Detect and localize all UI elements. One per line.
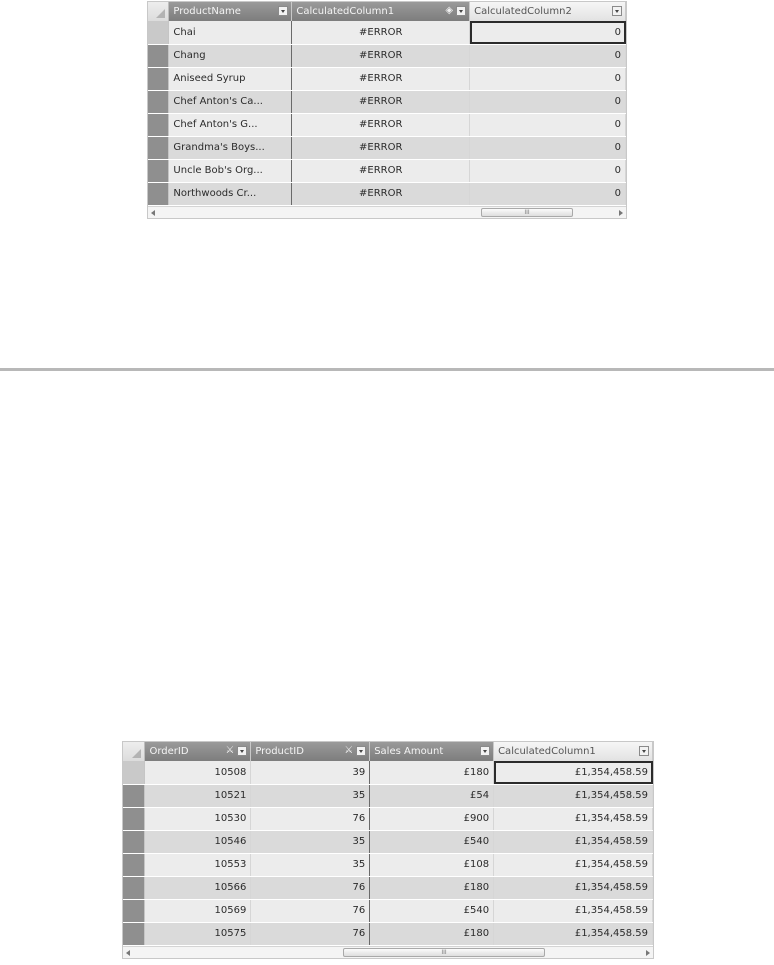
table-row[interactable] [123, 830, 653, 853]
table-row[interactable] [123, 784, 653, 807]
scrollbar-thumb[interactable] [343, 948, 545, 957]
scroll-left-icon[interactable] [151, 210, 155, 216]
column-header-label: CalculatedColumn2 [474, 5, 572, 17]
scroll-right-icon[interactable] [646, 950, 650, 956]
cell-productid[interactable]: 76 [251, 922, 370, 945]
cell-productname[interactable]: Chai [169, 21, 292, 44]
cell-calculatedcolumn1[interactable]: #ERROR [292, 90, 470, 113]
error-warning-icon[interactable]: ◈ [445, 5, 454, 16]
table-row[interactable] [148, 113, 626, 136]
relationship-key-icon[interactable]: ⚔ [344, 745, 354, 756]
dropdown-arrow-icon[interactable] [356, 746, 366, 756]
cell-sales-amount[interactable]: £540 [370, 899, 494, 922]
relationship-key-icon[interactable]: ⚔ [225, 745, 235, 756]
scroll-right-icon[interactable] [619, 210, 623, 216]
cell-calculatedcolumn1-selected[interactable]: £1,354,458.59 [494, 761, 653, 784]
cell-orderid[interactable]: 10569 [145, 899, 251, 922]
column-header-orderid[interactable] [145, 742, 251, 761]
row-selector[interactable] [148, 113, 169, 136]
column-header-calculatedcolumn1[interactable] [292, 2, 470, 21]
row-selector[interactable] [148, 136, 169, 159]
cell-calculatedcolumn1[interactable]: #ERROR [292, 21, 470, 44]
cell-productid[interactable]: 76 [251, 899, 370, 922]
dropdown-arrow-icon[interactable] [278, 6, 288, 16]
column-header-sales-amount[interactable] [370, 742, 494, 761]
row-selector[interactable] [123, 784, 145, 807]
cell-calculatedcolumn1[interactable]: £1,354,458.59 [494, 899, 653, 922]
row-selector[interactable] [123, 761, 145, 784]
column-header-productid[interactable] [251, 742, 370, 761]
cell-productid[interactable]: 35 [251, 853, 370, 876]
cell-orderid[interactable]: 10553 [145, 853, 251, 876]
row-selector[interactable] [123, 876, 145, 899]
cell-calculatedcolumn2[interactable]: 0 [470, 113, 626, 136]
table-row[interactable] [123, 876, 653, 899]
row-selector[interactable] [148, 182, 169, 205]
select-all-corner[interactable] [123, 742, 145, 761]
cell-calculatedcolumn1[interactable]: £1,354,458.59 [494, 807, 653, 830]
column-header-label: ProductID [255, 745, 304, 757]
cell-sales-amount[interactable]: £180 [370, 922, 494, 945]
cell-sales-amount[interactable]: £900 [370, 807, 494, 830]
cell-productname[interactable]: Chang [169, 44, 292, 67]
row-selector[interactable] [123, 807, 145, 830]
horizontal-scrollbar[interactable] [148, 206, 626, 218]
cell-orderid[interactable]: 10575 [145, 922, 251, 945]
cell-calculatedcolumn1[interactable]: #ERROR [292, 113, 470, 136]
scroll-left-icon[interactable] [126, 950, 130, 956]
cell-sales-amount[interactable]: £108 [370, 853, 494, 876]
corner-triangle-icon [156, 9, 165, 18]
column-header-label: OrderID [149, 745, 189, 757]
cell-productid[interactable]: 76 [251, 876, 370, 899]
column-header-calculatedcolumn2[interactable] [470, 2, 626, 21]
product-table [148, 2, 626, 206]
column-header-calculatedcolumn1[interactable] [494, 742, 653, 761]
scrollbar-thumb[interactable] [481, 208, 573, 217]
table-row[interactable] [123, 853, 653, 876]
row-selector[interactable] [148, 159, 169, 182]
column-header-label: CalculatedColumn1 [296, 5, 395, 17]
grip-icon: III [441, 948, 447, 956]
cell-calculatedcolumn2[interactable]: 0 [470, 182, 626, 205]
cell-calculatedcolumn1[interactable]: #ERROR [292, 159, 470, 182]
table-row[interactable] [148, 159, 626, 182]
cell-calculatedcolumn1[interactable]: £1,354,458.59 [494, 876, 653, 899]
cell-calculatedcolumn1[interactable]: #ERROR [292, 44, 470, 67]
cell-sales-amount[interactable]: £180 [370, 876, 494, 899]
header-row [123, 742, 653, 761]
dropdown-arrow-icon[interactable] [612, 6, 622, 16]
cell-productid[interactable]: 39 [251, 761, 370, 784]
cell-calculatedcolumn1[interactable]: £1,354,458.59 [494, 830, 653, 853]
cell-calculatedcolumn1[interactable]: #ERROR [292, 67, 470, 90]
cell-productname[interactable]: Grandma's Boys... [169, 136, 292, 159]
table-row[interactable] [123, 761, 653, 784]
row-selector[interactable] [123, 899, 145, 922]
row-selector[interactable] [123, 830, 145, 853]
column-header-label: CalculatedColumn1 [498, 745, 596, 757]
cell-productname[interactable]: Chef Anton's G... [169, 113, 292, 136]
select-all-corner[interactable] [148, 2, 169, 21]
table-row[interactable] [123, 899, 653, 922]
cell-orderid[interactable]: 10546 [145, 830, 251, 853]
table-row[interactable] [148, 44, 626, 67]
dropdown-arrow-icon[interactable] [456, 6, 466, 16]
cell-calculatedcolumn1[interactable]: £1,354,458.59 [494, 853, 653, 876]
cell-productname[interactable]: Northwoods Cr... [169, 182, 292, 205]
table-row[interactable] [148, 67, 626, 90]
grip-icon: III [524, 208, 530, 216]
dropdown-arrow-icon[interactable] [237, 746, 247, 756]
cell-productid[interactable]: 76 [251, 807, 370, 830]
product-grid [147, 1, 627, 219]
cell-calculatedcolumn1[interactable]: #ERROR [292, 136, 470, 159]
horizontal-scrollbar[interactable] [123, 946, 653, 958]
column-header-productname[interactable] [169, 2, 292, 21]
cell-calculatedcolumn1[interactable]: £1,354,458.59 [494, 784, 653, 807]
cell-sales-amount[interactable]: £180 [370, 761, 494, 784]
cell-calculatedcolumn2[interactable]: 0 [470, 159, 626, 182]
table-row[interactable] [148, 136, 626, 159]
cell-productname[interactable]: Uncle Bob's Org... [169, 159, 292, 182]
cell-orderid[interactable]: 10566 [145, 876, 251, 899]
cell-orderid[interactable]: 10530 [145, 807, 251, 830]
cell-calculatedcolumn1[interactable]: #ERROR [292, 182, 470, 205]
dropdown-arrow-icon[interactable] [480, 746, 490, 756]
header-row [148, 2, 626, 21]
cell-productid[interactable]: 35 [251, 784, 370, 807]
column-header-label: Sales Amount [374, 745, 444, 757]
row-selector[interactable] [148, 90, 169, 113]
cell-calculatedcolumn2-selected[interactable]: 0 [470, 21, 626, 44]
row-selector[interactable] [123, 922, 145, 945]
row-selector[interactable] [123, 853, 145, 876]
cell-calculatedcolumn2[interactable]: 0 [470, 90, 626, 113]
table-row[interactable] [123, 807, 653, 830]
row-selector[interactable] [148, 67, 169, 90]
cell-productname[interactable]: Aniseed Syrup [169, 67, 292, 90]
dropdown-arrow-icon[interactable] [639, 746, 649, 756]
table-row[interactable] [148, 182, 626, 205]
cell-productname[interactable]: Chef Anton's Ca... [169, 90, 292, 113]
cell-sales-amount[interactable]: £540 [370, 830, 494, 853]
corner-triangle-icon [132, 749, 141, 758]
cell-calculatedcolumn2[interactable]: 0 [470, 67, 626, 90]
table-row[interactable] [123, 922, 653, 945]
section-divider [0, 368, 774, 371]
cell-calculatedcolumn2[interactable]: 0 [470, 136, 626, 159]
table-row[interactable] [148, 21, 626, 44]
table-row[interactable] [148, 90, 626, 113]
cell-orderid[interactable]: 10521 [145, 784, 251, 807]
orders-grid [122, 741, 654, 959]
column-header-label: ProductName [173, 5, 241, 17]
cell-calculatedcolumn2[interactable]: 0 [470, 44, 626, 67]
cell-sales-amount[interactable]: £54 [370, 784, 494, 807]
cell-productid[interactable]: 35 [251, 830, 370, 853]
row-selector[interactable] [148, 21, 169, 44]
row-selector[interactable] [148, 44, 169, 67]
orders-table [123, 742, 653, 946]
cell-calculatedcolumn1[interactable]: £1,354,458.59 [494, 922, 653, 945]
cell-orderid[interactable]: 10508 [145, 761, 251, 784]
